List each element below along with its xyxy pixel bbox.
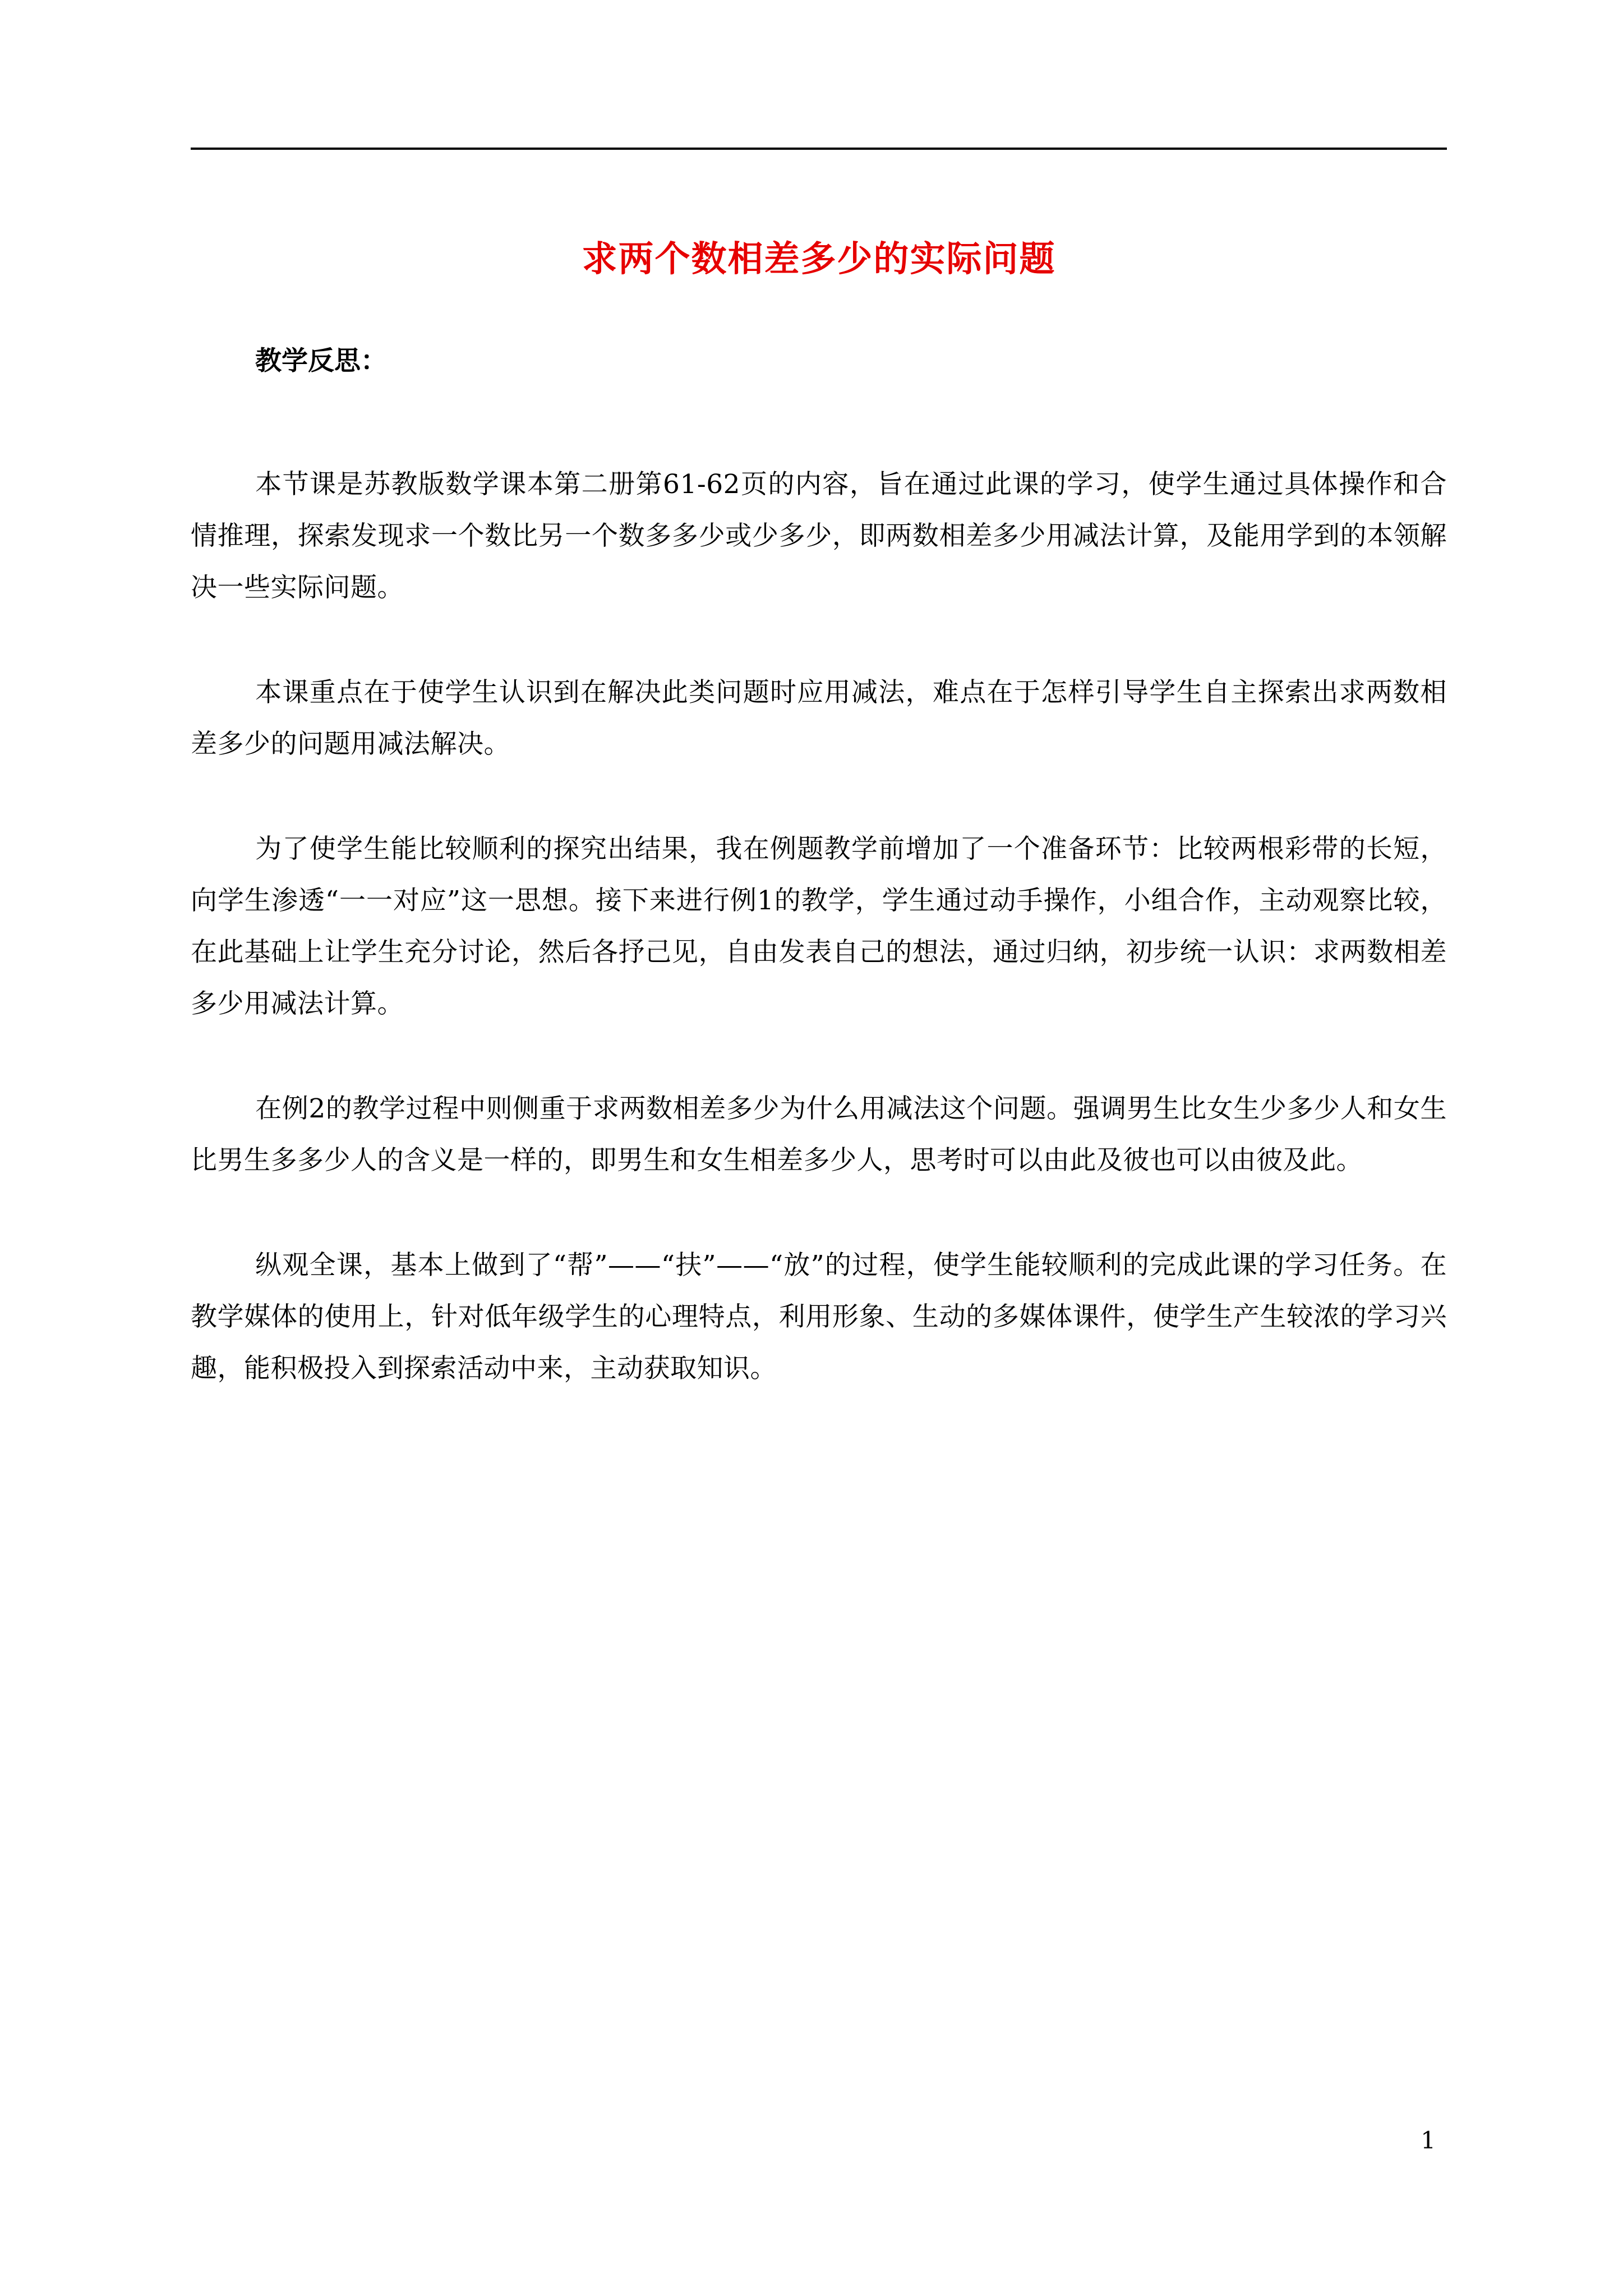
paragraph: 在例2的教学过程中则侧重于求两数相差多少为什么用减法这个问题。强调男生比女生少多少人和女生比男生多多少人的含义是一样的，即男生和女生相差多少人，思考时可以由此及彼也可以由彼及此。 (191, 1093, 1447, 1176)
page-number: 1 (1421, 2127, 1436, 2154)
paragraph: 为了使学生能比较顺利的探究出结果，我在例题教学前增加了一个准备环节：比较两根彩带的长短，向学生渗透“一一对应”这一思想。接下来进行例1的教学，学生通过动手操作，小组合作，主动观察比较，在此基础上让学生充分讨论，然后各抒己见，自由发表自己的想法，通过归纳，初步统一认识：求两数相差多少用减法计算。 (191, 834, 1447, 1019)
header-rule (191, 148, 1447, 150)
paragraph: 纵观全课，基本上做到了“帮”——“扶”——“放”的过程，使学生能较顺利的完成此课的学习任务。在教学媒体的使用上，针对低年级学生的心理特点，利用形象、生动的多媒体课件，使学生产生较浓的学习兴趣，能积极投入到探索活动中来，主动获取知识。 (191, 1250, 1447, 1384)
paragraph: 本课重点在于使学生认识到在解决此类问题时应用减法，难点在于怎样引导学生自主探索出求两数相差多少的问题用减法解决。 (191, 677, 1447, 760)
document-title: 求两个数相差多少的实际问题 (582, 238, 1056, 279)
body-text (191, 459, 1447, 1448)
paragraph: 本节课是苏教版数学课本第二册第61-62页的内容，旨在通过此课的学习，使学生通过具体操作和合情推理，探索发现求一个数比另一个数多多少或少多少，即两数相差多少用减法计算，及能用学到的本领解决一些实际问题。 (191, 469, 1447, 603)
section-heading: 教学反思： (255, 346, 387, 376)
